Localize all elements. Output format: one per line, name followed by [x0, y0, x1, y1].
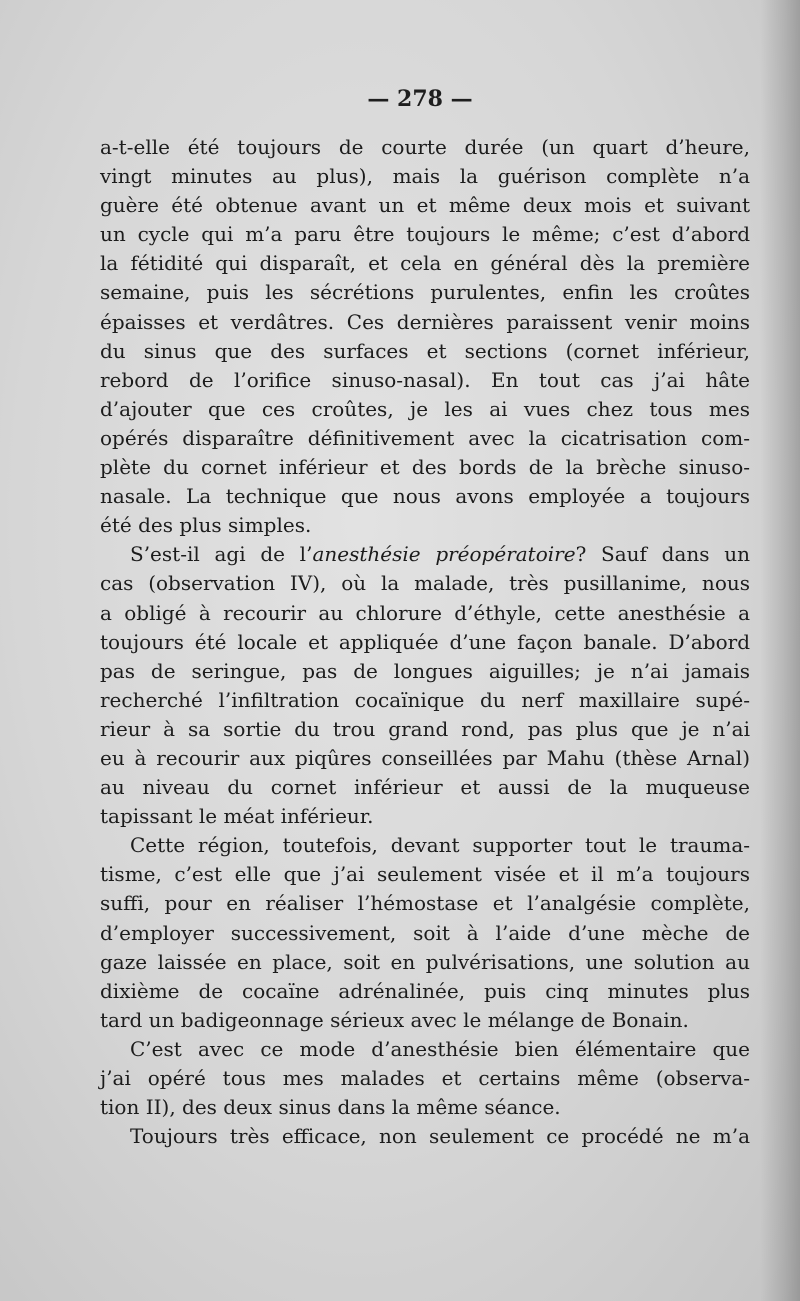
body-text	[100, 133, 750, 1151]
text-line: la fétidité qui disparaît, et cela en général dès la première	[100, 251, 750, 276]
text-line: semaine, puis les sécrétions purulentes, enfin les croûtes	[100, 280, 750, 305]
text-line: plète du cornet inférieur et des bords de la brèche sinuso-	[100, 455, 750, 480]
page-number: — 278 —	[367, 86, 473, 112]
text-line: dixième de cocaïne adrénalinée, puis cinq minutes plus	[100, 978, 750, 1003]
paragraph-first-line: Toujours très efficace, non seulement ce procédé ne m’a	[130, 1124, 750, 1149]
text-line: tion II), des deux sinus dans la même séance.	[100, 1095, 561, 1120]
text-line: eu à recourir aux piqûres conseillées par Mahu (thèse Arnal)	[100, 745, 750, 770]
text-line: j’ai opéré tous mes malades et certains même (observa-	[100, 1066, 750, 1090]
text-line: rebord de l’orifice sinuso-nasal). En tout cas j’ai hâte	[100, 367, 750, 392]
paragraph-first-line: Cette région, toutefois, devant supporter tout le trauma-	[130, 833, 750, 858]
text-line: épaisses et verdâtres. Ces dernières paraissent venir moins	[100, 309, 750, 334]
paragraph-first-line	[100, 540, 750, 569]
text-line: cas (observation IV), où la malade, très pusillanime, nous	[100, 571, 750, 596]
page-edge-shadow	[760, 0, 800, 1301]
text-line: a-t-elle été toujours de courte durée (un quart d’heure,	[100, 135, 750, 159]
text-line: a obligé à recourir au chlorure d’éthyle, cette anesthésie a	[100, 600, 750, 625]
paragraph-first-line: C’est avec ce mode d’anesthésie bien élémentaire que	[130, 1036, 750, 1061]
text-line: tisme, c’est elle que j’ai seulement visée et il m’a toujours	[100, 862, 750, 887]
text-run: ? Sauf dans un	[575, 542, 750, 567]
text-line: vingt minutes au plus), mais la guérison complète n’a	[100, 164, 750, 189]
text-line: tapissant le méat inférieur.	[100, 804, 374, 829]
text-line: recherché l’infiltration cocaïnique du nerf maxillaire supé-	[100, 687, 750, 712]
italic-term: anesthésie préopératoire	[312, 542, 576, 567]
text-line: du sinus que des surfaces et sections (cornet inférieur,	[100, 338, 750, 363]
text-line: été des plus simples.	[100, 513, 312, 538]
text-line: gaze laissée en place, soit en pulvérisations, une solution au	[100, 949, 750, 974]
text-line: d’employer successivement, soit à l’aide d’une mèche de	[100, 920, 750, 945]
text-line: un cycle qui m’a paru être toujours le même; c’est d’abord	[100, 222, 750, 247]
text-line: nasale. La technique que nous avons employée a toujours	[100, 484, 750, 509]
text-line: opérés disparaître définitivement avec la cicatrisation com-	[100, 425, 750, 450]
text-line: toujours été locale et appliquée d’une façon banale. D’abord	[100, 629, 750, 654]
text-line: suffi, pour en réaliser l’hémostase et l’analgésie complète,	[100, 891, 750, 916]
text-line: guère été obtenue avant un et même deux mois et suivant	[100, 193, 750, 218]
text-line: d’ajouter que ces croûtes, je les ai vues chez tous mes	[100, 396, 750, 421]
text-line: tard un badigeonnage sérieux avec le mélange de Bonain.	[100, 1007, 689, 1032]
text-line: pas de seringue, pas de longues aiguilles; je n’ai jamais	[100, 658, 750, 683]
text-line: rieur à sa sortie du trou grand rond, pas plus que je n’ai	[100, 716, 750, 741]
text-line: au niveau du cornet inférieur et aussi de la muqueuse	[100, 775, 750, 800]
text-run: S’est-il agi de l’	[130, 542, 313, 567]
